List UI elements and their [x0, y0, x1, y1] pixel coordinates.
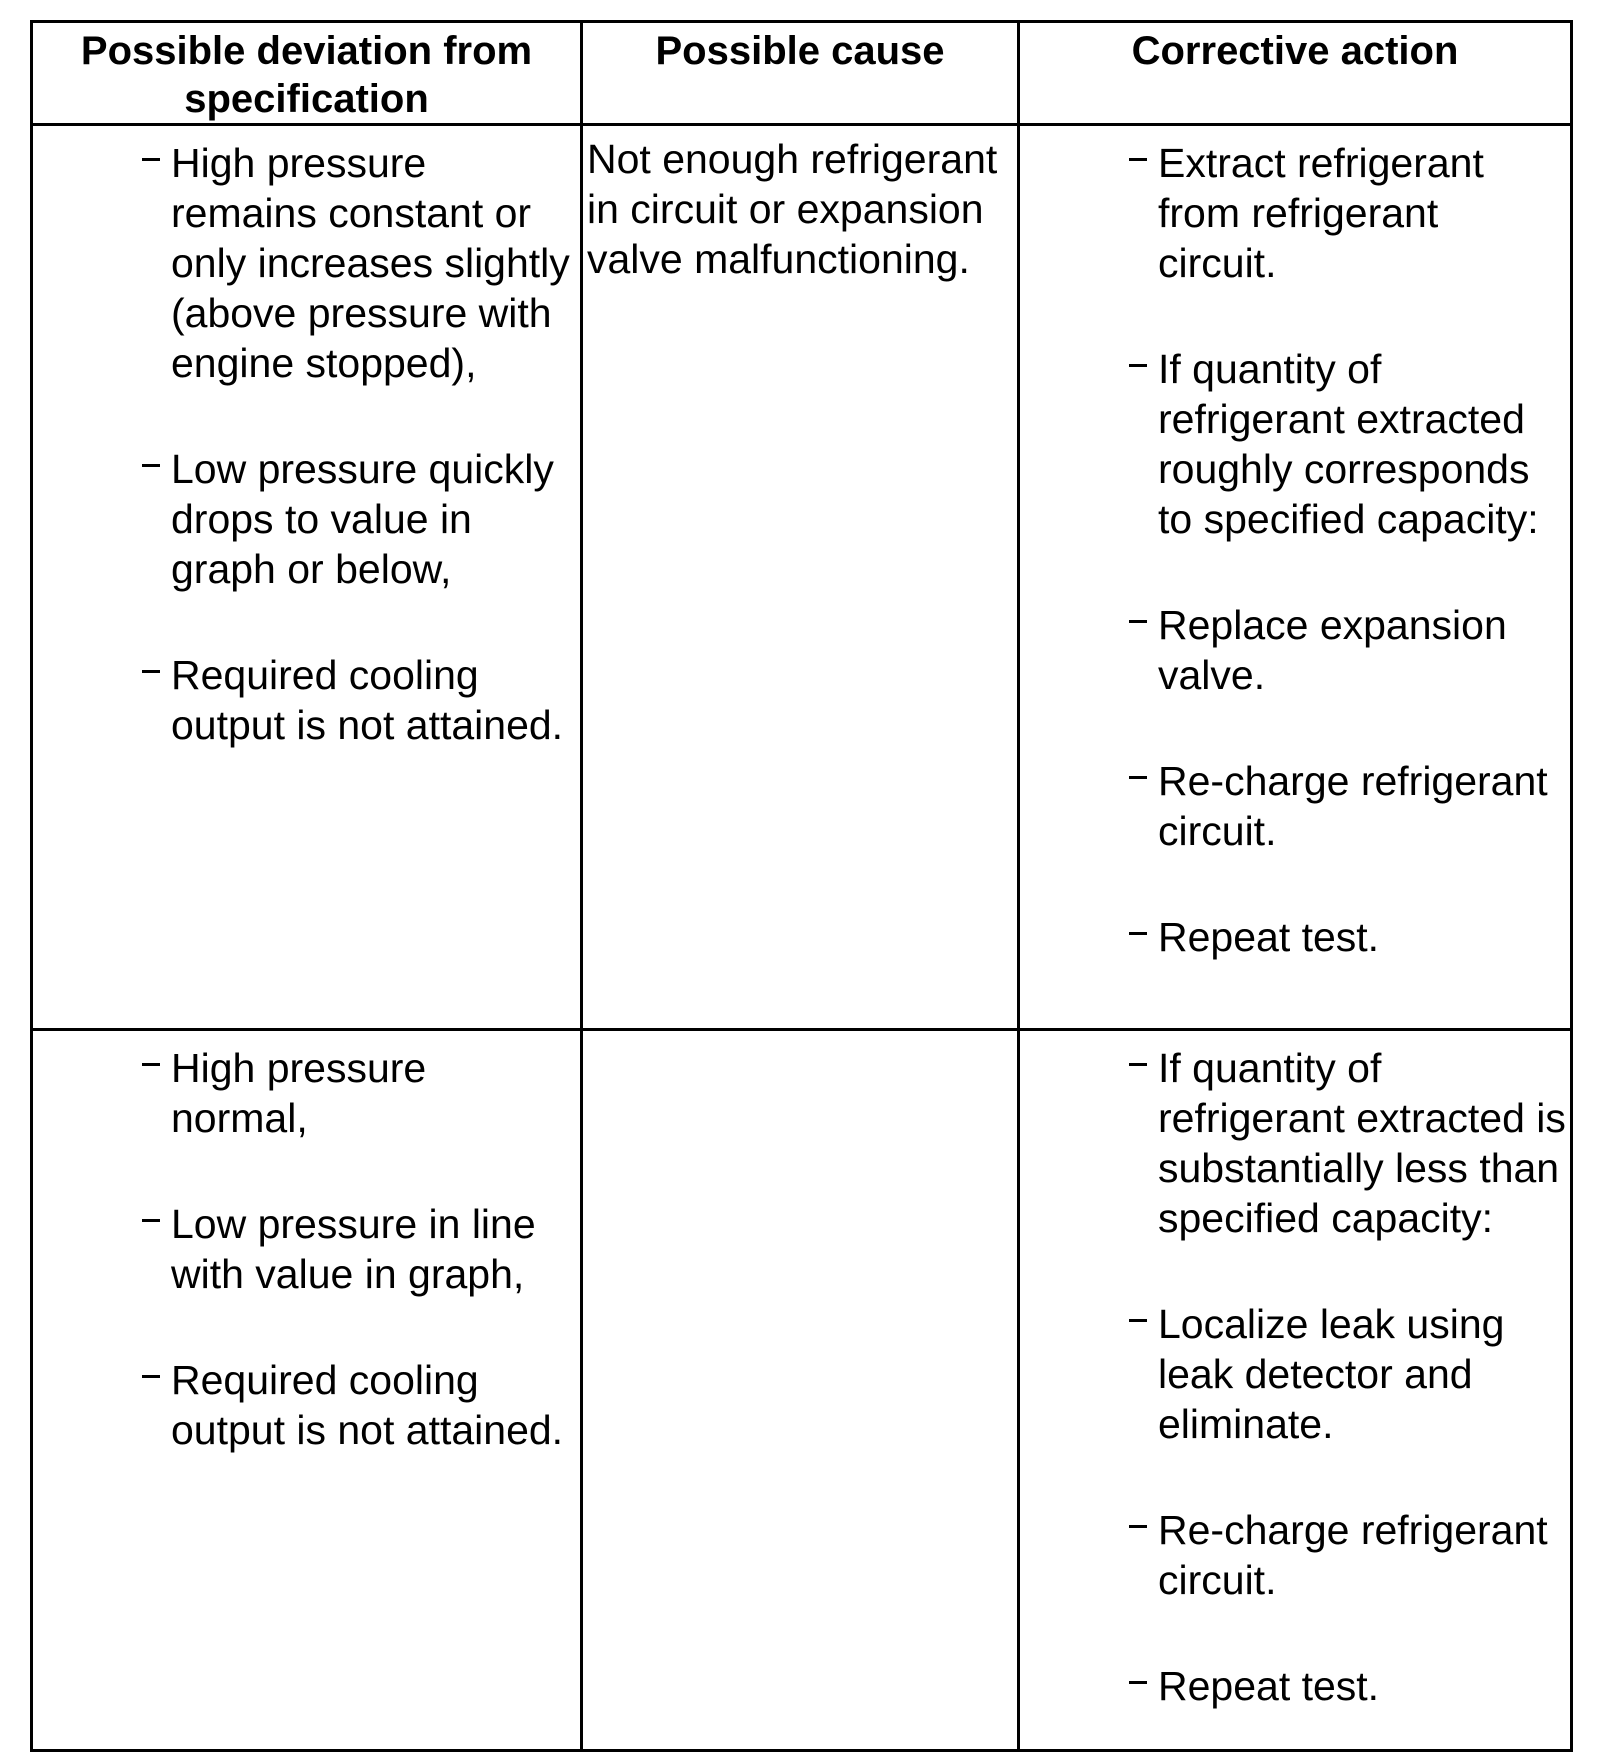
list-item: Replace expansion valve. — [1158, 600, 1566, 700]
list-item: Low pressure quickly drops to value in graph or below, — [171, 444, 574, 594]
dash-bullet — [142, 1219, 160, 1222]
dash-bullet — [142, 670, 160, 673]
list-item: High pressure remains constant or only increases slightly (above pressure with engine stopped), — [171, 138, 574, 388]
cause-cell — [582, 125, 1019, 1030]
dash-bullet — [1129, 1681, 1147, 1684]
dash-bullet — [142, 464, 160, 467]
deviation-list — [171, 138, 574, 750]
header-action: Corrective action — [1019, 22, 1572, 125]
header-row — [32, 22, 1572, 125]
dash-bullet — [1129, 776, 1147, 779]
header-cause: Possible cause — [582, 22, 1019, 125]
list-item: If quantity of refrigerant extracted roughly corresponds to specified capacity: — [1158, 344, 1566, 544]
list-item: Low pressure in line with value in graph, — [171, 1199, 574, 1299]
list-item: Repeat test. — [1158, 912, 1566, 962]
cause-cell — [582, 1030, 1019, 1751]
list-item: Required cooling output is not attained. — [171, 650, 574, 750]
list-item: If quantity of refrigerant extracted is substantially less than specified capacity: — [1158, 1043, 1566, 1243]
list-item: Repeat test. — [1158, 1661, 1566, 1711]
dash-bullet — [1129, 1319, 1147, 1322]
list-item: Extract refrigerant from refrigerant circuit. — [1158, 138, 1566, 288]
dash-bullet — [1129, 932, 1147, 935]
deviation-cell — [32, 1030, 582, 1751]
dash-bullet — [1129, 1063, 1147, 1066]
deviation-cell — [32, 125, 582, 1030]
header-deviation: Possible deviation from specification — [32, 22, 582, 125]
diagnosis-table — [30, 20, 1573, 1752]
cause-text — [583, 1031, 1017, 1039]
dash-bullet — [1129, 364, 1147, 367]
dash-bullet — [1129, 1525, 1147, 1528]
action-list — [1158, 1043, 1566, 1711]
dash-bullet — [142, 158, 160, 161]
action-cell — [1019, 1030, 1572, 1751]
action-cell — [1019, 125, 1572, 1030]
dash-bullet — [142, 1375, 160, 1378]
dash-bullet — [142, 1063, 160, 1066]
dash-bullet — [1129, 158, 1147, 161]
list-item: High pressure normal, — [171, 1043, 574, 1143]
table-row — [32, 125, 1572, 1030]
list-item: Localize leak using leak detector and eliminate. — [1158, 1299, 1566, 1449]
cause-text: Not enough refrigerant in circuit or expansion valve malfunctioning. — [587, 136, 998, 282]
table-row — [32, 1030, 1572, 1751]
deviation-list — [171, 1043, 574, 1455]
action-list — [1158, 138, 1566, 962]
dash-bullet — [1129, 620, 1147, 623]
list-item: Required cooling output is not attained. — [171, 1355, 574, 1455]
list-item: Re-charge refrigerant circuit. — [1158, 756, 1566, 856]
list-item: Re-charge refrigerant circuit. — [1158, 1505, 1566, 1605]
